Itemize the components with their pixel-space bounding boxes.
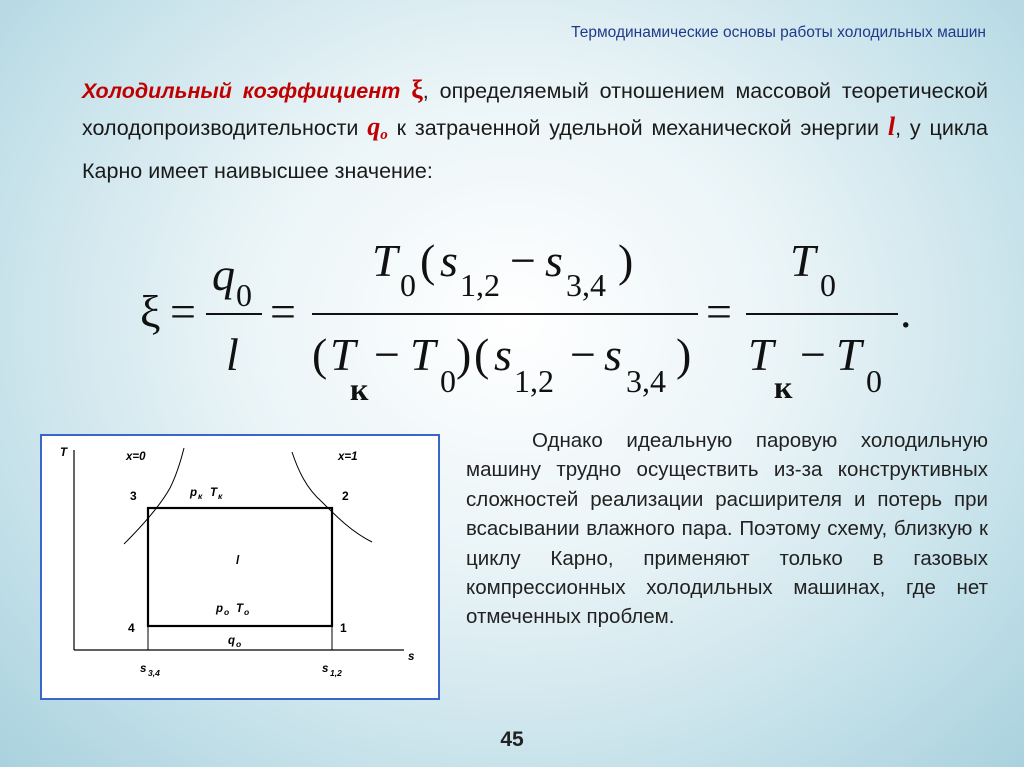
num-s1-sub: 1,2 [460, 267, 500, 303]
formula-dot: . [900, 286, 912, 337]
label-s12-sub: 1,2 [330, 668, 342, 678]
den-s1-sub: 1,2 [514, 363, 554, 399]
slide-header: Термодинамические основы работы холодильных машин [571, 24, 986, 41]
intro-paragraph [82, 72, 988, 189]
last-num-sub: 0 [820, 267, 836, 303]
den-T2-sub: 0 [440, 363, 456, 399]
num-lparen: ( [420, 235, 436, 286]
last-den-T2: T [836, 329, 862, 380]
label-s12: s [322, 663, 329, 675]
last-num-T: T [790, 235, 816, 286]
carnot-formula [0, 232, 1024, 412]
formula-l: l [226, 329, 239, 380]
num-s2: s [545, 235, 563, 286]
label-Tk: T [210, 487, 218, 499]
den-T2: T [410, 329, 436, 380]
num-rparen: ) [618, 235, 634, 286]
label-pk-sub: к [198, 491, 203, 501]
num-minus: − [510, 235, 536, 286]
den-minus-2: − [570, 329, 596, 380]
label-T0: T [236, 603, 244, 615]
num-s1: s [440, 235, 458, 286]
formula-q: q [212, 249, 235, 300]
ts-diagram [40, 434, 440, 700]
intro-text-3: , у цикла Карно имеет наивысшее значение: [82, 116, 988, 183]
body-text: Однако идеальную паровую холодильную машину трудно осуществить из-за конструктивных сложностей реализации расширителя и потерь при всасывании влажного пара. Поэтому схему, близкую к циклу Карно, применяют только в газовых компрессионных холодильных машинах, где нет отмеченных проблем. [466, 429, 988, 629]
label-s34: s [140, 663, 147, 675]
num-T: T [372, 235, 398, 286]
last-den-T1: T [748, 329, 774, 380]
den-s1: s [494, 329, 512, 380]
xi-symbol: ξ [411, 75, 423, 104]
num-T-sub: 0 [400, 267, 416, 303]
term-label: Холодильный коэффициент [82, 79, 401, 103]
formula-xi: ξ [140, 286, 161, 337]
formula-eq-3: = [706, 286, 732, 337]
den-s2: s [604, 329, 622, 380]
den-T1-sub: к [350, 371, 369, 407]
den-s2-sub: 3,4 [626, 363, 666, 399]
axis-label-T: T [60, 447, 68, 459]
formula-eq-2: = [270, 286, 296, 337]
formula-eq-1: = [170, 286, 196, 337]
formula-q-sub: 0 [236, 277, 252, 313]
label-x0: x=0 [126, 451, 146, 463]
den-T1: T [330, 329, 356, 380]
last-den-minus: − [800, 329, 826, 380]
intro-text-2: к затраченной удельной механической энергии [396, 116, 880, 140]
ts-diagram-svg [42, 436, 438, 698]
last-den-T2-sub: 0 [866, 363, 882, 399]
label-s34-sub: 3,4 [148, 668, 160, 678]
label-p0-sub: о [224, 607, 230, 617]
intro-text-1: , определяемый отношением массовой теоретической холодопроизводительности [82, 79, 989, 140]
label-Tk-sub: к [218, 491, 223, 501]
den-minus-1: − [374, 329, 400, 380]
point-3: 3 [130, 489, 137, 503]
l-symbol: l [887, 112, 896, 141]
label-T0-sub: о [244, 607, 250, 617]
axis-label-s: s [408, 651, 415, 663]
point-1: 1 [340, 621, 347, 635]
label-x1: x=1 [338, 451, 358, 463]
den-lparen-2: ( [474, 329, 490, 380]
label-l: l [236, 555, 240, 567]
label-q0-sub: о [236, 639, 242, 649]
den-rparen-1: ) [456, 329, 472, 380]
point-2: 2 [342, 489, 349, 503]
label-q0: q [228, 635, 236, 647]
label-p0: p [216, 603, 224, 615]
point-4: 4 [128, 621, 135, 635]
den-lparen-1: ( [312, 329, 328, 380]
page-number: 45 [500, 728, 524, 751]
label-pk: p [190, 487, 198, 499]
last-den-T1-sub: к [774, 369, 793, 405]
q-symbol: $q_о$ [367, 112, 388, 143]
num-s2-sub: 3,4 [566, 267, 606, 303]
den-rparen-2: ) [676, 329, 692, 380]
